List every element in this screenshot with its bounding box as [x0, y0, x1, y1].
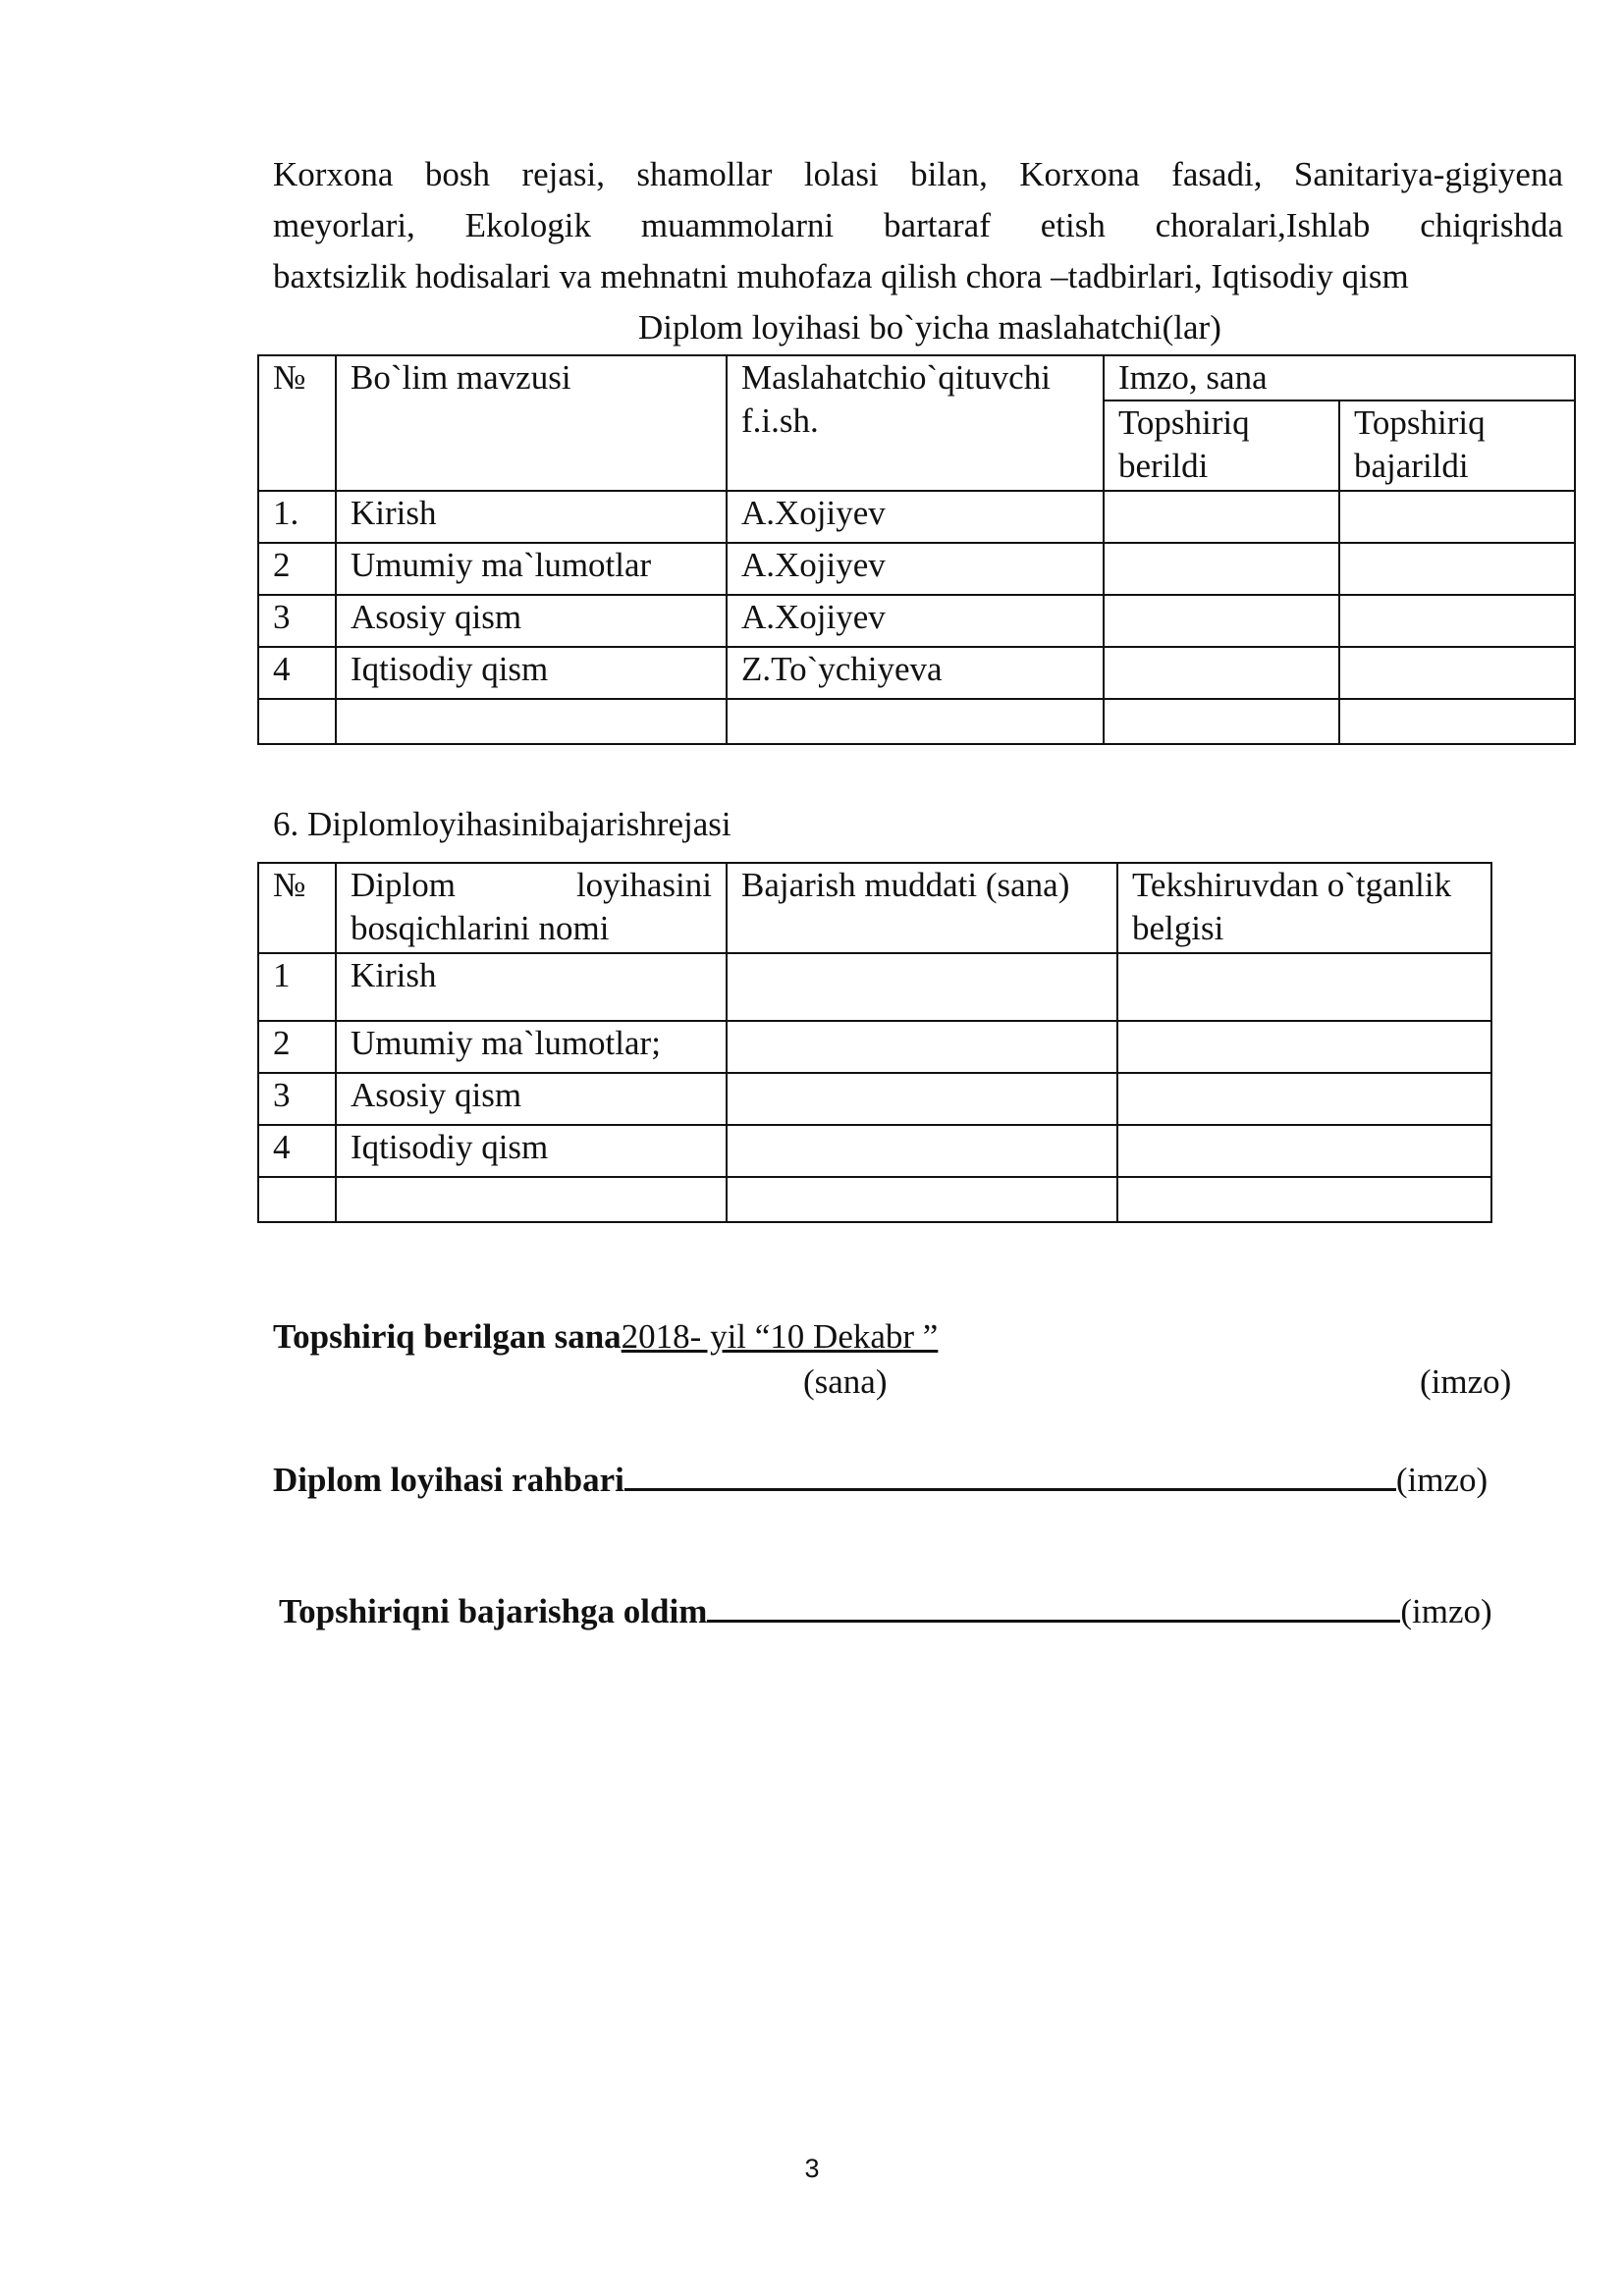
accepted-label: Topshiriqni bajarishga oldim [279, 1592, 708, 1630]
intro-line: baxtsizlik hodisalari va mehnatni muhofaza qilish chora –tadbirlari, Iqtisodiy qism [273, 257, 1409, 295]
cell-stage: Iqtisodiy qism [336, 1125, 727, 1177]
intro-line: meyorlari, Ekologik muammolarni bartaraf etish choralari,Ishlab chiqrishda [273, 206, 1563, 244]
table-row [258, 1073, 1491, 1125]
cell-teacher: Z.To`ychiyeva [727, 647, 1104, 699]
cell-num: 3 [258, 595, 336, 647]
cell-section: Umumiy ma`lumotlar [336, 543, 727, 595]
supervisor-label: Diplom loyihasi rahbari [273, 1461, 624, 1499]
imzo-label: (imzo) [1420, 1362, 1512, 1401]
cell-teacher: A.Xojiyev [727, 543, 1104, 595]
task-date-value: 2018- yil “10 Dekabr ” [621, 1317, 939, 1356]
cell-check [1117, 1177, 1491, 1222]
cell-num: 1 [258, 953, 336, 1021]
cell-num [258, 699, 336, 744]
table-row [258, 953, 1491, 1021]
cell-check [1117, 953, 1491, 1021]
cell-deadline [727, 1073, 1117, 1125]
table-row [258, 1177, 1491, 1222]
cell-teacher: A.Xojiyev [727, 595, 1104, 647]
cell-section: Iqtisodiy qism [336, 647, 727, 699]
imzo-label: (imzo) [1395, 1461, 1489, 1499]
cell-section: Asosiy qism [336, 595, 727, 647]
cell-stage: Asosiy qism [336, 1073, 727, 1125]
intro-line: Korxona bosh rejasi, shamollar lolasi bilan, Korxona fasadi, Sanitariya-gigiyena [273, 155, 1563, 193]
header-signature-date: Imzo, sana [1104, 355, 1575, 400]
header-task-given: Topshiriq berildi [1104, 400, 1339, 491]
imzo-label: (imzo) [1400, 1592, 1492, 1630]
table-row [258, 699, 1575, 744]
table-row [258, 595, 1575, 647]
cell-deadline [727, 953, 1117, 1021]
cell-given [1104, 595, 1339, 647]
sana-label: (sana) [803, 1362, 888, 1401]
signature-line [707, 1582, 1400, 1623]
cell-check [1117, 1073, 1491, 1125]
page-number: 3 [804, 2154, 820, 2183]
header-section: Bo`lim mavzusi [336, 355, 727, 491]
cell-done [1339, 699, 1575, 744]
cell-given [1104, 699, 1339, 744]
header-check: Tekshiruvdan o`tganlik belgisi [1117, 863, 1491, 953]
accepted-line [279, 1582, 1492, 1635]
table-row [258, 491, 1575, 543]
table-row [258, 1125, 1491, 1177]
cell-check [1117, 1125, 1491, 1177]
cell-num: 2 [258, 1021, 336, 1073]
plan-table-title: 6. Diplomloyihasinibajarishrejasi [273, 805, 731, 843]
cell-done [1339, 543, 1575, 595]
cell-given [1104, 647, 1339, 699]
cell-stage: Kirish [336, 953, 727, 1021]
header-teacher: Maslahatchio`qituvchi f.i.sh. [727, 355, 1104, 491]
header-num: № [258, 355, 336, 491]
cell-check [1117, 1021, 1491, 1073]
consultants-table-caption: Diplom loyihasi bo`yicha maslahatchi(lar) [638, 308, 1221, 347]
cell-num [258, 1177, 336, 1222]
consultants-table [257, 354, 1576, 745]
cell-num: 1. [258, 491, 336, 543]
cell-deadline [727, 1125, 1117, 1177]
cell-stage [336, 1177, 727, 1222]
header-stage: Diplom loyihasini bosqichlarini nomi [336, 863, 727, 953]
cell-deadline [727, 1021, 1117, 1073]
plan-table [257, 862, 1492, 1223]
cell-section [336, 699, 727, 744]
cell-section: Kirish [336, 491, 727, 543]
cell-given [1104, 543, 1339, 595]
cell-done [1339, 491, 1575, 543]
table-row [258, 1021, 1491, 1073]
table-row [258, 543, 1575, 595]
cell-teacher: A.Xojiyev [727, 491, 1104, 543]
task-date-label: Topshiriq berilgan sana [273, 1317, 622, 1356]
header-task-done: Topshiriq bajarildi [1339, 400, 1575, 491]
intro-paragraph [273, 149, 1563, 302]
cell-num: 2 [258, 543, 336, 595]
cell-done [1339, 595, 1575, 647]
cell-teacher [727, 699, 1104, 744]
header-deadline: Bajarish muddati (sana) [727, 863, 1117, 953]
cell-num: 3 [258, 1073, 336, 1125]
cell-num: 4 [258, 1125, 336, 1177]
task-date-line [273, 1313, 938, 1361]
supervisor-line [273, 1451, 1488, 1504]
table-row [258, 647, 1575, 699]
cell-done [1339, 647, 1575, 699]
header-num: № [258, 863, 336, 953]
cell-num: 4 [258, 647, 336, 699]
cell-given [1104, 491, 1339, 543]
cell-deadline [727, 1177, 1117, 1222]
cell-stage: Umumiy ma`lumotlar; [336, 1021, 727, 1073]
signature-line [624, 1451, 1396, 1491]
